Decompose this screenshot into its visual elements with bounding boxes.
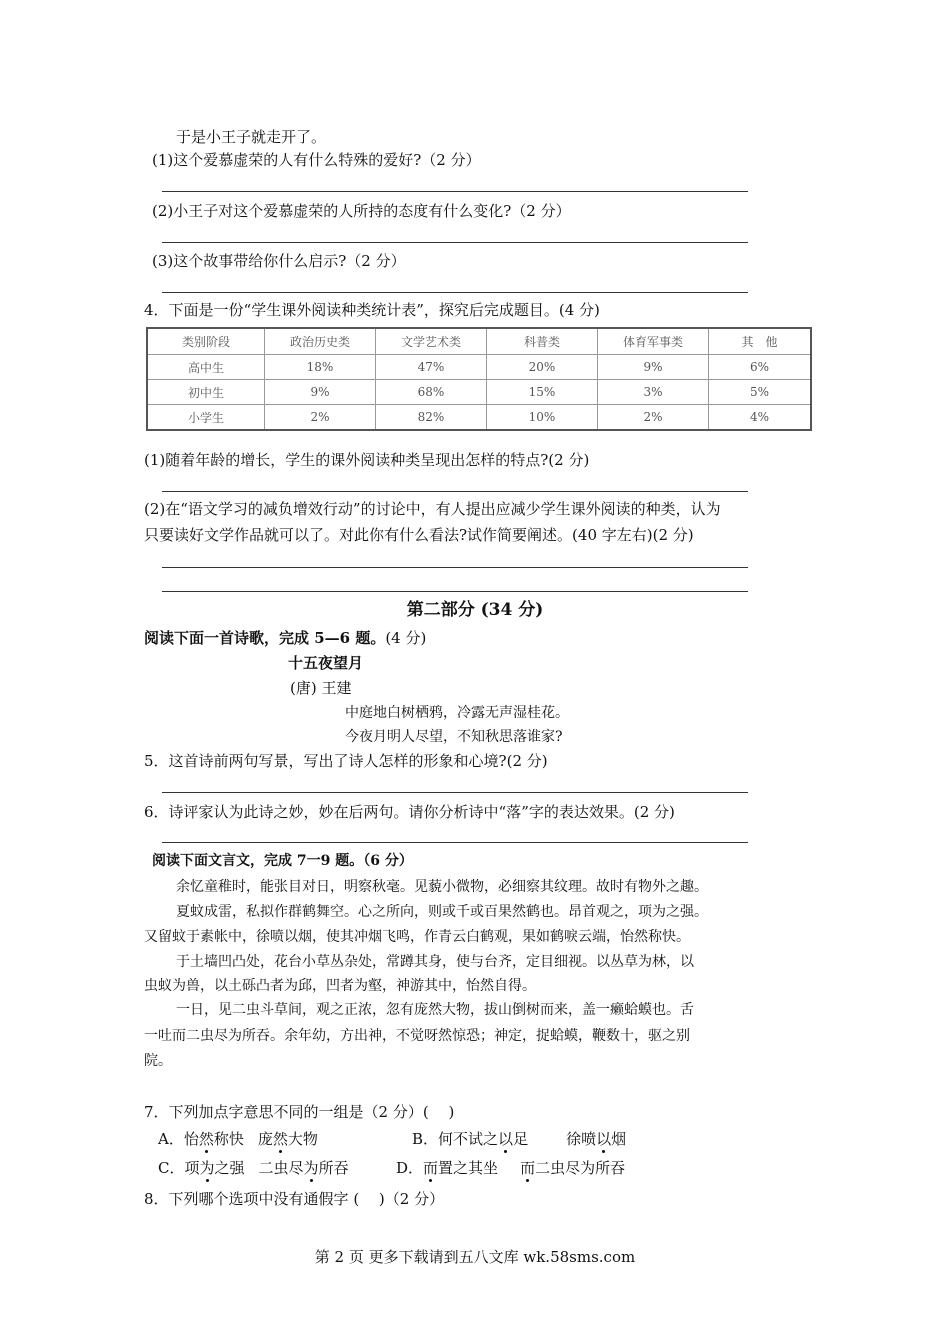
option-label: A． [158, 1130, 184, 1148]
q4-sub2-line1: (2)在“语文学习的减负增效行动”的讨论中，有人提出应减少学生课外阅读的种类，认为 [144, 500, 721, 518]
table-cell: 2% [598, 405, 709, 431]
table-cell: 20% [487, 355, 598, 380]
option-word: 置之其坐 [438, 1159, 499, 1177]
table-cell: 5% [709, 380, 812, 405]
table-cell: 初中生 [147, 380, 265, 405]
option-word: 二虫尽为所吞 [535, 1159, 626, 1177]
option-word: 大物 [287, 1130, 318, 1148]
option-label: B． [412, 1130, 439, 1148]
option-word: 庞 [257, 1130, 273, 1148]
dotted-char: 然 [272, 1130, 288, 1148]
table-row [147, 380, 811, 405]
poem-author: (唐) 王建 [290, 679, 352, 697]
poem-instruction-text: 阅读下面一首诗歌，完成 5—6 题。 [144, 629, 386, 647]
answer-line [162, 242, 748, 243]
q7-stem: 7．下列加点字意思不同的一组是（2 分）( ) [144, 1103, 455, 1121]
table-cell: 2% [265, 405, 376, 431]
table-header: 科普类 [487, 328, 598, 355]
answer-line [162, 842, 748, 843]
option-word: 二虫尽 [258, 1159, 304, 1177]
dotted-char: 以 [498, 1130, 514, 1148]
option-word: 徐喷 [566, 1130, 597, 1148]
option-word: 称快 [213, 1130, 244, 1148]
q3-sub1: (1)这个爱慕虚荣的人有什么特殊的爱好?（2 分） [152, 151, 481, 169]
answer-line [162, 292, 748, 293]
table-header: 类别阶段 [147, 328, 265, 355]
classical-p4-line2: 一吐而二虫尽为所吞。余年幼，方出神，不觉呀然惊恐；神定，捉蛤蟆，鞭数十，驱之别 [144, 1028, 690, 1044]
table-cell: 10% [487, 405, 598, 431]
table-cell: 小学生 [147, 405, 265, 431]
answer-line [162, 591, 748, 592]
table-row [147, 355, 811, 380]
classical-p3-line1: 于土墙凹凸处，花台小草丛杂处，常蹲其身，使与台齐，定目细视。以丛草为林，以 [176, 954, 694, 970]
q5: 5．这首诗前两句写景，写出了诗人怎样的形象和心境?(2 分) [144, 752, 548, 770]
table-cell: 68% [376, 380, 487, 405]
option-word: 怡 [183, 1130, 199, 1148]
table-header-row [147, 328, 811, 355]
table-cell: 18% [265, 355, 376, 380]
poem-line-2: 今夜月明人尽望，不知秋思落谁家? [345, 729, 563, 745]
classical-p2-line2: 又留蚊于素帐中，徐喷以烟，使其冲烟飞鸣，作青云白鹤观，果如鹤唳云端，怡然称快。 [144, 929, 690, 945]
table-header: 文学艺术类 [376, 328, 487, 355]
page-footer: 第 2 页 更多下载请到五八文库 wk.58sms.com [314, 1248, 636, 1266]
option-word: 项 [184, 1159, 200, 1177]
table-cell: 82% [376, 405, 487, 431]
table-cell: 47% [376, 355, 487, 380]
answer-line [162, 191, 748, 192]
classical-p4-line1: 一日，见二虫斗草间，观之正浓，忽有庞然大物，拔山倒树而来，盖一癞蛤蟆也。舌 [176, 1002, 694, 1018]
q7-option-c [158, 1158, 349, 1178]
part2-title: 第二部分 (34 分) [406, 600, 544, 620]
classical-p1: 余忆童稚时，能张目对日，明察秋毫。见藐小微物，必细察其纹理。故时有物外之趣。 [176, 879, 708, 895]
table-cell: 9% [265, 380, 376, 405]
option-label: D． [396, 1159, 424, 1177]
option-word: 足 [513, 1130, 529, 1148]
table-header: 其 他 [709, 328, 812, 355]
dotted-char: 为 [303, 1159, 319, 1177]
q4-sub2-line2: 只要读好文学作品就可以了。对此你有什么看法?试作简要阐述。(40 字左右)(2 分) [144, 526, 694, 544]
q7-option-b [412, 1129, 626, 1149]
q7-option-d [396, 1158, 625, 1178]
dotted-char: 然 [198, 1130, 214, 1148]
table-cell: 高中生 [147, 355, 265, 380]
q3-sub3: (3)这个故事带给你什么启示?（2 分） [152, 252, 406, 270]
table-cell: 6% [709, 355, 812, 380]
classical-p3-line2: 虫蚁为兽，以土砾凸者为邱，凹者为壑，神游其中，怡然自得。 [144, 978, 536, 994]
q4-intro: 4．下面是一份“学生课外阅读种类统计表”，探究后完成题目。(4 分) [144, 301, 600, 319]
answer-line [162, 491, 748, 492]
option-word: 所吞 [318, 1159, 349, 1177]
classical-p4-line3: 院。 [144, 1053, 172, 1069]
table-header: 体育军事类 [598, 328, 709, 355]
option-label: C． [158, 1159, 185, 1177]
dotted-char: 而 [520, 1159, 536, 1177]
poem-instruction-score: (4 分) [385, 629, 427, 647]
table-cell: 4% [709, 405, 812, 431]
table-cell: 3% [598, 380, 709, 405]
passage-last-line: 于是小王子就走开了。 [176, 128, 327, 146]
q6: 6．诗评家认为此诗之妙，妙在后两句。请你分析诗中“落”字的表达效果。(2 分) [144, 803, 675, 821]
poem-title: 十五夜望月 [288, 654, 364, 672]
dotted-char: 而 [423, 1159, 439, 1177]
table-cell: 15% [487, 380, 598, 405]
option-word: 之强 [214, 1159, 245, 1177]
reading-stats-table [146, 327, 812, 431]
option-word: 烟 [611, 1130, 627, 1148]
dotted-char: 为 [199, 1159, 215, 1177]
poem-instruction [144, 628, 426, 648]
poem-line-1: 中庭地白树栖鸦，冷露无声湿桂花。 [345, 705, 569, 721]
q8-stem: 8．下列哪个选项中没有通假字 ( )（2 分） [144, 1190, 445, 1208]
answer-line [162, 567, 748, 568]
table-row [147, 405, 811, 431]
table-header: 政治历史类 [265, 328, 376, 355]
table-cell: 9% [598, 355, 709, 380]
q3-sub2: (2)小王子对这个爱慕虚荣的人所持的态度有什么变化?（2 分） [152, 202, 571, 220]
q4-sub1: (1)随着年龄的增长，学生的课外阅读种类呈现出怎样的特点?(2 分) [144, 451, 590, 469]
dotted-char: 以 [596, 1130, 612, 1148]
option-word: 何不试之 [438, 1130, 499, 1148]
classical-instruction: 阅读下面文言文，完成 7一9 题。（6 分） [152, 853, 413, 869]
answer-line [162, 792, 748, 793]
q7-option-a [158, 1129, 318, 1149]
classical-p2-line1: 夏蚊成雷，私拟作群鹤舞空。心之所向，则或千或百果然鹤也。昂首观之，项为之强。 [176, 904, 708, 920]
